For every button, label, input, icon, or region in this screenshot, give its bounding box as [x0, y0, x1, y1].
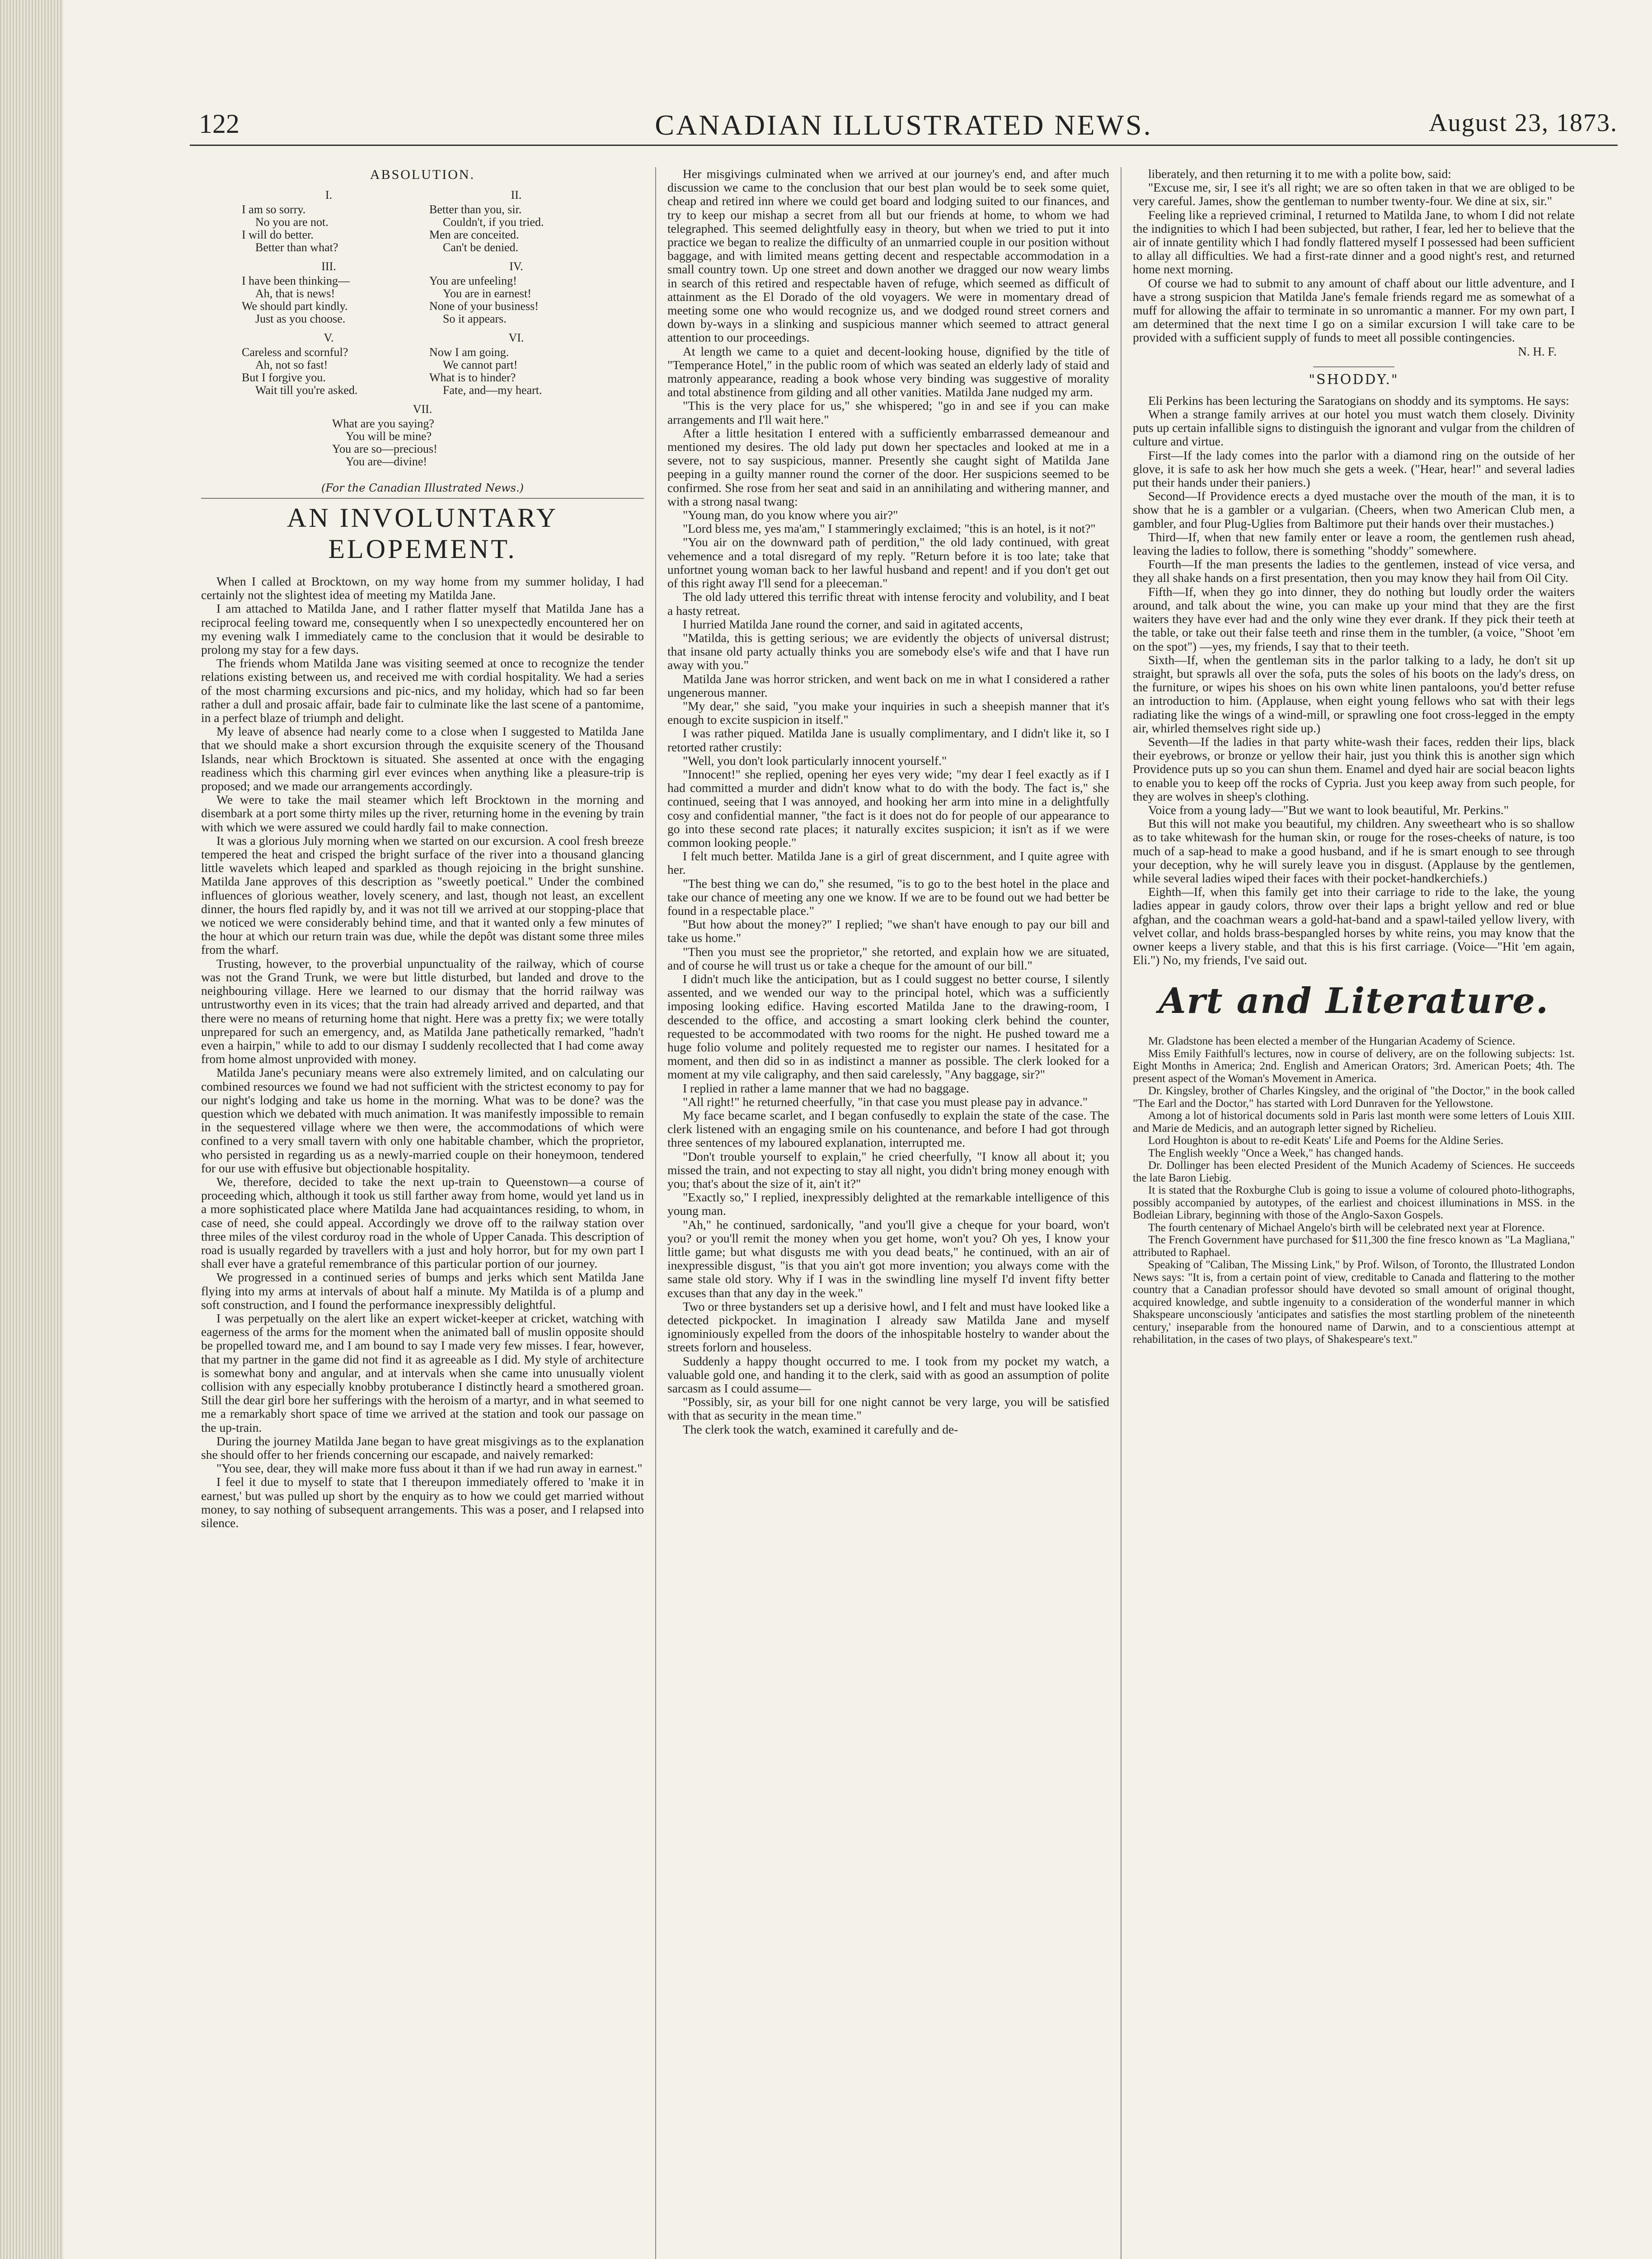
- art-note-paragraph: Among a lot of historical documents sold in Paris last month were some letters of Louis XIII. and Marie de Medicis, and an autograph letter signed by Richelieu.: [1133, 1110, 1575, 1134]
- story-paragraph: "Exactly so," I replied, inexpressibly delighted at the remarkable intelligence of this young man.: [667, 1190, 1109, 1218]
- shoddy-paragraph: Fourth—If the man presents the ladies to the gentlemen, instead of vice versa, and they all shake hands on a first presentation, then you may know they hail from Oil City.: [1133, 557, 1575, 585]
- story-paragraph: During the journey Matilda Jane began to have great misgivings as to the explanation she should offer to her friends concerning our escapade, and naively remarked:: [201, 1434, 644, 1462]
- art-note-paragraph: Miss Emily Faithfull's lectures, now in course of delivery, are on the following subjects: 1st. Eight Months in America; 2nd. English and American Orators; 3rd. American Poets; 4th. The present aspect of the Woman's Movement in America.: [1133, 1047, 1575, 1085]
- poem-line: Better than you, sir.: [429, 203, 522, 216]
- poem-title: ABSOLUTION.: [370, 167, 475, 182]
- column-1: [190, 167, 655, 2259]
- story-paragraph: I felt much better. Matilda Jane is a girl of great discernment, and I quite agree with her.: [667, 849, 1109, 877]
- story-paragraph: "You air on the downward path of perdition," the old lady continued, with great vehemence and a total disregard of my reply. "Return before it is too late; take that unfortnet young woman back to her lawful husband and repent! and if you don't get out of this right away I'll send for a pleeceman.": [667, 535, 1109, 591]
- story-paragraph: I am attached to Matilda Jane, and I rather flatter myself that Matilda Jane has a reciprocal feeling toward me, consequently when I so unexpectedly encountered her on my evening walk I immediately came to the conclusion that it would be desirable to prolong my stay for a few days.: [201, 601, 644, 657]
- poem-line: You will be mine?: [346, 430, 432, 443]
- story-paragraph: At length we came to a quiet and decent-looking house, dignified by the title of "Temperance Hotel," in the public room of which was seated an elderly lady of staid and matronly appearance, reading a book whose very binding was suggestive of morality and total abstinence from gilding and all other vanities. Matilda Jane nudged my arm.: [667, 344, 1109, 399]
- newspaper-page: [190, 104, 1618, 2259]
- issue-date: August 23, 1873.: [1429, 109, 1618, 137]
- story-paragraph: I feel it due to myself to state that I thereupon immediately offered to 'make it in earnest,' but was pulled up short by the enquiry as to how we could get married without money, to say nothing of subsequent arrangements. This was a poser, and I relapsed into silence.: [201, 1475, 644, 1530]
- poem-line: Fate, and—my heart.: [443, 384, 542, 397]
- poem-line: What are you saying?: [332, 417, 434, 430]
- art-literature-heading: Art and Literature.: [1158, 980, 1549, 1022]
- poem-line: I am so sorry.: [242, 203, 306, 216]
- page-header: [190, 104, 1618, 146]
- story-paragraph: My leave of absence had nearly come to a close when I suggested to Matilda Jane that we should make a short excursion through the exquisite scenery of the Thousand Islands, near which Brocktown is situated. She assented at once with the engaging readiness which this charming girl ever evinces when anything like a pleasure-trip is proposed; and we made our arrangements accordingly.: [201, 724, 644, 793]
- story-paragraph: It was a glorious July morning when we started on our excursion. A cool fresh breeze tempered the heat and crisped the bright surface of the river into a thousand glancing little wavelets which leaped and sparkled as though rejoicing in the bright sunshine. Matilda Jane approves of this description as "sweetly poetical." Under the combined influences of glorious weather, lovely scenery, and last, though not least, an excellent dinner, the hours fled rapidly by, and it was not till we arrived at our stopping-place that we noticed we were considerably behind time, and that it wanted only a few minutes of the hour at which our return train was due, while the depôt was distant some three miles from the wharf.: [201, 833, 644, 957]
- shoddy-article: [1133, 394, 1575, 967]
- poem-line: Can't be denied.: [443, 241, 519, 254]
- story-paragraph: "Matilda, this is getting serious; we are evidently the objects of universal distrust; that insane old party actually thinks you are somebody else's wife and that I have run away with you.": [667, 630, 1109, 672]
- story-paragraph: We, therefore, decided to take the next up-train to Queenstown—a course of proceeding which, although it took us still farther away from home, would yet land us in a more sophisticated place where Matilda Jane had acquaintances residing, to whom, in case of need, she could appeal. Accordingly we drove off to the railway station over three miles of the vilest corduroy road in the whole of Upper Canada. This description of road is usually regarded by travellers with a just and holy horror, but for my own part I shall ever have a grateful remembrance of this particular portion of our journey.: [201, 1174, 644, 1271]
- story-paragraph: "All right!" he returned cheerfully, "in that case you must please pay in advance.": [683, 1094, 1088, 1109]
- poem-line: Better than what?: [255, 241, 338, 254]
- story-paragraph: "My dear," she said, "you make your inquiries in such a sheepish manner that it's enough to excite suspicion in itself.": [667, 698, 1109, 727]
- poem: [201, 189, 644, 474]
- columns: [190, 167, 1618, 2259]
- shoddy-paragraph: Eli Perkins has been lecturing the Saratogians on shoddy and its symptoms. He says:: [1148, 393, 1569, 408]
- art-note-paragraph: Dr. Kingsley, brother of Charles Kingsley, and the original of "the Doctor," in the book called "The Earl and the Doctor," has started with Lord Dunraven for the Yellowstone.: [1133, 1085, 1575, 1110]
- art-note-paragraph: It is stated that the Roxburghe Club is going to issue a volume of coloured photo-lithographs, possibly accompanied by autotypes, of the earliest and choicest illuminations in MSS. in the Bodleian Library, beginning with those of the Anglo-Saxon Gospels.: [1133, 1184, 1575, 1222]
- story-paragraph: "Possibly, sir, as your bill for one night cannot be very large, you will be satisfied with that as security in the mean time.": [667, 1395, 1109, 1423]
- poem-line: You are—divine!: [346, 455, 427, 468]
- stanza-number: VI.: [508, 331, 524, 344]
- story-paragraph: "This is the very place for us," she whispered; "go in and see if you can make arrangements and I'll wait here.": [667, 398, 1109, 426]
- stanza-number: VII.: [413, 403, 432, 416]
- story-paragraph: We were to take the mail steamer which left Brocktown in the morning and disembark at a port some thirty miles up the river, returning home in the evening by train with which we were assured we could hardly fail to make connection.: [201, 792, 644, 834]
- story-paragraph: Matilda Jane's pecuniary means were also extremely limited, and on calculating our combined resources we found we had not sufficient with the strictest economy to pay for our night's lodging and take us home in the morning. What was to be done? was the question which we debated with much animation. It was manifestly impossible to remain in the sequestered village where we then were, the accommodations of which were confined to a very small tavern with only one habitable chamber, which the proprietor, who persisted in regarding us as a newly-married couple on their honeymoon, tendered for our use with effusive but objectionable hospitality.: [201, 1065, 644, 1175]
- poem-stanza: [242, 332, 416, 397]
- art-note-paragraph: Dr. Dollinger has been elected President of the Munich Academy of Sciences. He succeeds the late Baron Liebig.: [1133, 1159, 1575, 1184]
- column-2: [655, 167, 1121, 2259]
- story-paragraph: "Well, you don't look particularly innocent yourself.": [683, 753, 947, 768]
- story-paragraph: Matilda Jane was horror stricken, and went back on me in what I considered a rather ungenerous manner.: [667, 671, 1109, 699]
- story-paragraph: "The best thing we can do," she resumed, "is to go to the best hotel in the place and take our chance of meeting any one we know. If we are to be found out we had better be found in a respectable place.": [667, 876, 1109, 918]
- shoddy-paragraph: When a strange family arrives at our hotel you must watch them closely. Divinity puts up certain infallible signs to distinguish the ignorant and vulgar from the children of culture and virtue.: [1133, 407, 1575, 449]
- story-paragraph: I hurried Matilda Jane round the corner, and said in agitated accents,: [683, 617, 1023, 631]
- poem-line: Ah, not so fast!: [255, 358, 328, 371]
- poem-line: What is to hinder?: [429, 371, 516, 384]
- poem-line: Now I am going.: [429, 346, 509, 359]
- poem-line: Ah, that is news!: [255, 287, 335, 300]
- poem-line: Couldn't, if you tried.: [443, 216, 544, 229]
- story-paragraph: "Then you must see the proprietor," she retorted, and explain how we are situated, and of course he will trust us or take a cheque for the amount of our bill.": [667, 944, 1109, 972]
- story-paragraph: After a little hesitation I entered with a sufficiently embarrassed demeanour and mentioned my desires. The old lady put down her spectacles and looked at me in a severe, not to say suspicious, manner. Presently she caught sight of Matilda Jane peeping in a guilty manner round the corner of the door. Her suspicions seemed to be confirmed. She rose from her seat and said in an annihilating and withering manner, and with a strong nasal twang:: [667, 426, 1109, 508]
- masthead-title: CANADIAN ILLUSTRATED NEWS.: [655, 109, 1153, 141]
- poem-line: I will do better.: [242, 228, 314, 241]
- poem-stanza: [242, 189, 416, 254]
- poem-line: But I forgive you.: [242, 371, 326, 384]
- poem-stanza: [332, 403, 513, 468]
- shoddy-paragraph: Fifth—If, when they go into dinner, they do nothing but loudly order the waiters around, and talk about the wine, you can make up your mind that they are the first waiters they have ever had and the only wine they ever drank. If they pick their teeth at the table, or take out their false teeth and rinse them in the tumbler, (a voice, "Shoot 'em on the spot") —yes, my friends, I say that to their teeth.: [1133, 584, 1575, 653]
- story-paragraph: "You see, dear, they will make more fuss about it than if we had run away in earnest.": [216, 1461, 643, 1476]
- stanza-number: V.: [324, 331, 334, 344]
- poem-line: No you are not.: [255, 216, 329, 229]
- poem-line: Wait till you're asked.: [255, 384, 358, 397]
- stanza-number: I.: [325, 188, 333, 202]
- poem-stanza: [429, 260, 603, 325]
- story-paragraph: Feeling like a reprieved criminal, I returned to Matilda Jane, to whom I did not relate the indignities to which I had been subjected, but rather, I fear, led her to believe that the air of innate gentility which I had fondly flattered myself I possessed had been sufficient to allay all difficulties. We had a first-rate dinner and a good night's rest, and returned home next morning.: [1133, 207, 1575, 277]
- art-note-paragraph: Lord Houghton is about to re-edit Keats' Life and Poems for the Aldine Series.: [1148, 1134, 1504, 1147]
- story-text-part-3: [1133, 167, 1575, 345]
- story-paragraph: Of course we had to submit to any amount of chaff about our little adventure, and I have a strong suspicion that Matilda Jane's female friends regard me as somewhat of a muff for allowing the affair to terminate in so unromantic a manner. For my own part, I am determined that the next time I go on a similar excursion I will take care to be provided with a sufficient supply of funds to meet all possible contingencies.: [1133, 276, 1575, 345]
- shoddy-paragraph: Sixth—If, when the gentleman sits in the parlor talking to a lady, he don't sit up straight, but sprawls all over the sofa, puts the soles of his boots on the lady's dress, on the furniture, or wipes his shoes on his own white linen pantaloons, you'd better refuse an introduction to him. (Applause, when eight young fellows who sat with their legs radiating like the wings of a wind-mill, or sprawling one foot cross-legged in the empty air, whirled themselves right side up.): [1133, 652, 1575, 735]
- poem-line: You are unfeeling!: [429, 274, 517, 287]
- poem-line: Men are conceited.: [429, 228, 519, 241]
- poem-line: So it appears.: [443, 312, 507, 325]
- shoddy-paragraph: Voice from a young lady—"But we want to look beautiful, Mr. Perkins.": [1148, 802, 1509, 817]
- section-divider: [1313, 366, 1394, 367]
- story-text-part-1: [201, 575, 644, 1530]
- story-paragraph: We progressed in a continued series of bumps and jerks which sent Matilda Jane flying into my arms at intervals of about half a minute. My Matilda is of a plump and soft construction, and I found the performance inexpressibly delightful.: [201, 1270, 644, 1312]
- shoddy-paragraph: But this will not make you beautiful, my children. Any sweetheart who is so shallow as to take whitewash for the human skin, or rouge for the roses-cheeks of nature, is too much of a sap-head to make a good husband, and if he is smart enough to see through your deception, why he will surely leave you in disgust. (Applause by the gentlemen, while several ladies wiped their faces with their pocket-handkerchiefs.): [1133, 816, 1575, 885]
- stanza-number: III.: [321, 260, 336, 273]
- shoddy-paragraph: Second—If Providence erects a dyed mustache over the mouth of the man, it is to show that he is a gambler or a vulgarian. (Cheers, when two American Club men, a gambler, and four Plug-Uglies from Baltimore put their hands over their mustaches.): [1133, 489, 1575, 530]
- story-paragraph: The clerk took the watch, examined it carefully and de-: [683, 1422, 958, 1436]
- shoddy-paragraph: Seventh—If the ladies in that party white-wash their faces, redden their lips, black their eyebrows, or bronze or yellow their hair, just you think this is another sign which Providence puts up so you can shun them. Enamel and dyed hair are social beacon lights to enable you to keep off the rocks of Cypria. Just you keep away from such people, for they are wolves in sheep's clothing.: [1133, 734, 1575, 803]
- story-paragraph: "Don't trouble yourself to explain," he cried cheerfully, "I know all about it; you missed the train, and not expecting to stay all night, you didn't bring money enough with you; that's about the size of it, ain't it?": [667, 1149, 1109, 1191]
- story-paragraph: "Innocent!" she replied, opening her eyes very wide; "my dear I feel exactly as if I had committed a murder and didn't know what to do with the body. The fact is," she continued, seeing that I was annoyed, and hooking her arm into mine in a delightfully cosy and confidential manner, "the fact is it does not do for people of our appearance to go into these second rate places; it naturally excites suspicion; it isn't as if we were common looking people.": [667, 767, 1109, 849]
- story-paragraph: "But how about the money?" I replied; "we shan't have enough to pay our bill and take us home.": [667, 917, 1109, 945]
- story-paragraph: My face became scarlet, and I began confusedly to explain the state of the case. The clerk listened with an engaging smile on his countenance, and before I had got through three sentences of my laboured explanation, interrupted me.: [667, 1108, 1109, 1150]
- column-3: [1121, 167, 1586, 2259]
- poem-credit: (For the Canadian Illustrated News.): [201, 482, 644, 499]
- art-note-paragraph: Mr. Gladstone has been elected a member of the Hungarian Academy of Science.: [1148, 1035, 1516, 1048]
- story-paragraph: When I called at Brocktown, on my way home from my summer holiday, I had certainly not the slightest idea of meeting my Matilda Jane.: [201, 574, 644, 602]
- story-paragraph: Her misgivings culminated when we arrived at our journey's end, and after much discussion we came to the conclusion that our best plan would be to seek some quiet, cheap and retired inn where we could get board and lodging suited to our finances, and try to keep our mishap a secret from all but our friends at home, to whom we had telegraphed. This seemed delightfully easy in theory, but when we tried to put it into practice we began to realize the difficulty of an unmarried couple in our position without baggage, and with limited means getting decent and respectable accommodation in a small country town. Up one street and down another we dragged our now weary limbs in search of this retired and respectable haven of refuge, which seemed as difficult of attainment as the El Dorado of the old voyagers. We were in momentary dread of meeting some one who would recognize us, and we dodged round street corners and down by-ways in a slinking and suspicious manner which seemed to attract general attention to our proceedings.: [667, 167, 1109, 345]
- poem-stanza: [429, 332, 603, 397]
- art-note-paragraph: Speaking of "Caliban, The Missing Link," by Prof. Wilson, of Toronto, the Illustrated London News says: "It is, from a certain point of view, creditable to Canada and flattering to the mother country that a Canadian professor should have devoted so small amount of original thought, acquired knowledge, and subtle ingenuity to a consideration of the wonderful manner in which Shakspeare unconsciously 'anticipates and satisfies the most startling problem of the nineteenth century,' inseparable from the honoured name of Darwin, and to a conscientious attempt at rehabilitation, in the cases of two plays, of Shakespeare's text.": [1133, 1259, 1575, 1346]
- story-paragraph: "Lord bless me, yes ma'am," I stammeringly exclaimed; "this is an hotel, is it not?": [683, 521, 1096, 536]
- story-paragraph: I didn't much like the anticipation, but as I could suggest no better course, I silently assented, and we wended our way to the principal hotel, which was a sufficiently imposing looking edifice. Having escorted Matilda Jane to the drawing-room, I descended to the office, and accosting a smart looking clerk behind the counter, requested to be accommodated with two rooms for the night. He pushed toward me a huge folio volume and politely requested me to register our names. I hesitated for a moment, and then did so in as indistinct a manner as possible. The clerk looked for a moment at my vile caligraphy, and then said carelessly, "Any baggage, sir?": [667, 971, 1109, 1082]
- art-literature-notes: [1133, 1035, 1575, 1346]
- poem-line: None of your business!: [429, 300, 539, 313]
- story-paragraph: "Excuse me, sir, I see it's all right; we are so often taken in that we are obliged to be very careful. James, show the gentleman to number twenty-four. We dine at six, sir.": [1133, 180, 1575, 208]
- shoddy-paragraph: Third—If, when that new family enter or leave a room, the gentlemen rush ahead, leaving the ladies to follow, there is something "shoddy" somewhere.: [1133, 530, 1575, 558]
- story-text-part-2: [667, 167, 1109, 1436]
- page-number: 122: [199, 109, 239, 139]
- story-paragraph: "Ah," he continued, sardonically, "and you'll give a cheque for your board, won't you? or you'll remit the money when you get home, won't you? Oh yes, I know your little game; but what disgusts me with you dead beats," he continued, with an air of inexpressible disgust, "is that you ain't got more invention; you always come with the same stale old story. Why if I was in the swindling line myself I'd invent fifty better excuses than that any day in the week.": [667, 1217, 1109, 1300]
- art-note-paragraph: The fourth centenary of Michael Angelo's birth will be celebrated next year at Florence.: [1148, 1221, 1545, 1234]
- story-signature: N. H. F.: [1518, 344, 1557, 358]
- poem-line: You are so—precious!: [332, 442, 437, 455]
- story-headline: AN INVOLUNTARY ELOPEMENT.: [286, 503, 558, 564]
- poem-line: I have been thinking—: [242, 274, 350, 287]
- poem-stanza: [429, 189, 603, 254]
- story-paragraph: The friends whom Matilda Jane was visiting seemed at once to recognize the tender relations existing between us, and received me with cordial hospitality. We had a series of the most charming excursions and pic-nics, and my holiday, which had so far been rather a dull and prosaic affair, bade fair to culminate like the last scene of a pantomime, in a perfect blaze of triumph and delight.: [201, 656, 644, 725]
- poem-line: You are in earnest!: [443, 287, 531, 300]
- stanza-number: IV.: [509, 260, 523, 273]
- poem-line: We cannot part!: [443, 358, 518, 371]
- shoddy-title: "SHODDY.": [1309, 371, 1399, 388]
- story-paragraph: I replied in rather a lame manner that we had no baggage.: [683, 1081, 969, 1095]
- story-paragraph: I was rather piqued. Matilda Jane is usually complimentary, and I didn't like it, so I retorted rather crustily:: [667, 726, 1109, 754]
- story-paragraph: Trusting, however, to the proverbial unpunctuality of the railway, which of course was not the Grand Trunk, we were but little disturbed, but landed and drove to the neighbouring village. Here we learned to our dismay that the horrid railway was untrustworthy even in its vices; that the train had already arrived and departed, and that there were no means of returning home that night. Here was a pretty fix; we were totally unprepared for such an emergency, and, as Matilda Jane pathetically remarked, "hadn't even a hairpin," while to add to our dismay I suddenly recollected that I had come away from home almost unprovided with money.: [201, 956, 644, 1066]
- story-paragraph: "Young man, do you know where you air?": [683, 508, 898, 522]
- shoddy-paragraph: First—If the lady comes into the parlor with a diamond ring on the outside of her glove, it is safe to ask her how much she gets a week. ("Hear, hear!" and several ladies put their hands under their paniers.): [1133, 448, 1575, 490]
- art-note-paragraph: The English weekly "Once a Week," has changed hands.: [1148, 1147, 1403, 1159]
- poem-stanza: [242, 260, 416, 325]
- story-paragraph: Two or three bystanders set up a derisive howl, and I felt and must have looked like a detected pickpocket. In imagination I already saw Matilda Jane and myself ignominiously expelled from the doors of the inhospitable hostelry to wander about the streets forlorn and houseless.: [667, 1299, 1109, 1354]
- poem-line: We should part kindly.: [242, 300, 348, 313]
- story-paragraph: I was perpetually on the alert like an expert wicket-keeper at cricket, watching with eagerness of the arms for the moment when the animated ball of muslin opposite should be propelled toward me, and I am bound to say I made very few misses. I fear, however, that my partner in the game did not find it as agreeable as I did. My style of architecture is somewhat bony and angular, and at intervals when she came into unusually violent collision with any especially knobby protuberance I distinctly heard a smothered groan. Still the dear girl bore her sufferings with the heroism of a martyr, and in what seemed to me a remarkably short space of time we arrived at the station and took our passage on the up-train.: [201, 1311, 644, 1434]
- shoddy-paragraph: Eighth—If, when this family get into their carriage to ride to the lake, the young ladies appear in gaudy colors, throw over their laps a bright yellow and red or blue afghan, and the coachman wears a gold-hat-band and a spawl-tailed yellow livery, with velvet collar, and holds brass-bespangled horses by white reins, you may know that the owner keeps a livery stable, and that this is his first carriage. (Voice—"Hit 'em again, Eli.") No, my friends, I've said out.: [1133, 885, 1575, 967]
- stanza-number: II.: [511, 188, 522, 202]
- page-binding-edge: [0, 0, 63, 2259]
- poem-line: Careless and scornful?: [242, 346, 348, 359]
- story-paragraph: liberately, and then returning it to me with a polite bow, said:: [1148, 167, 1451, 181]
- art-note-paragraph: The French Government have purchased for $11,300 the fine fresco known as "La Magliana," attributed to Raphael.: [1133, 1234, 1575, 1259]
- story-paragraph: Suddenly a happy thought occurred to me. I took from my pocket my watch, a valuable gold one, and handing it to the clerk, said with as good an assumption of polite sarcasm as I could assume—: [667, 1354, 1109, 1396]
- poem-line: Just as you choose.: [255, 312, 346, 325]
- story-paragraph: The old lady uttered this terrific threat with intense ferocity and volubility, and I beat a hasty retreat.: [667, 590, 1109, 618]
